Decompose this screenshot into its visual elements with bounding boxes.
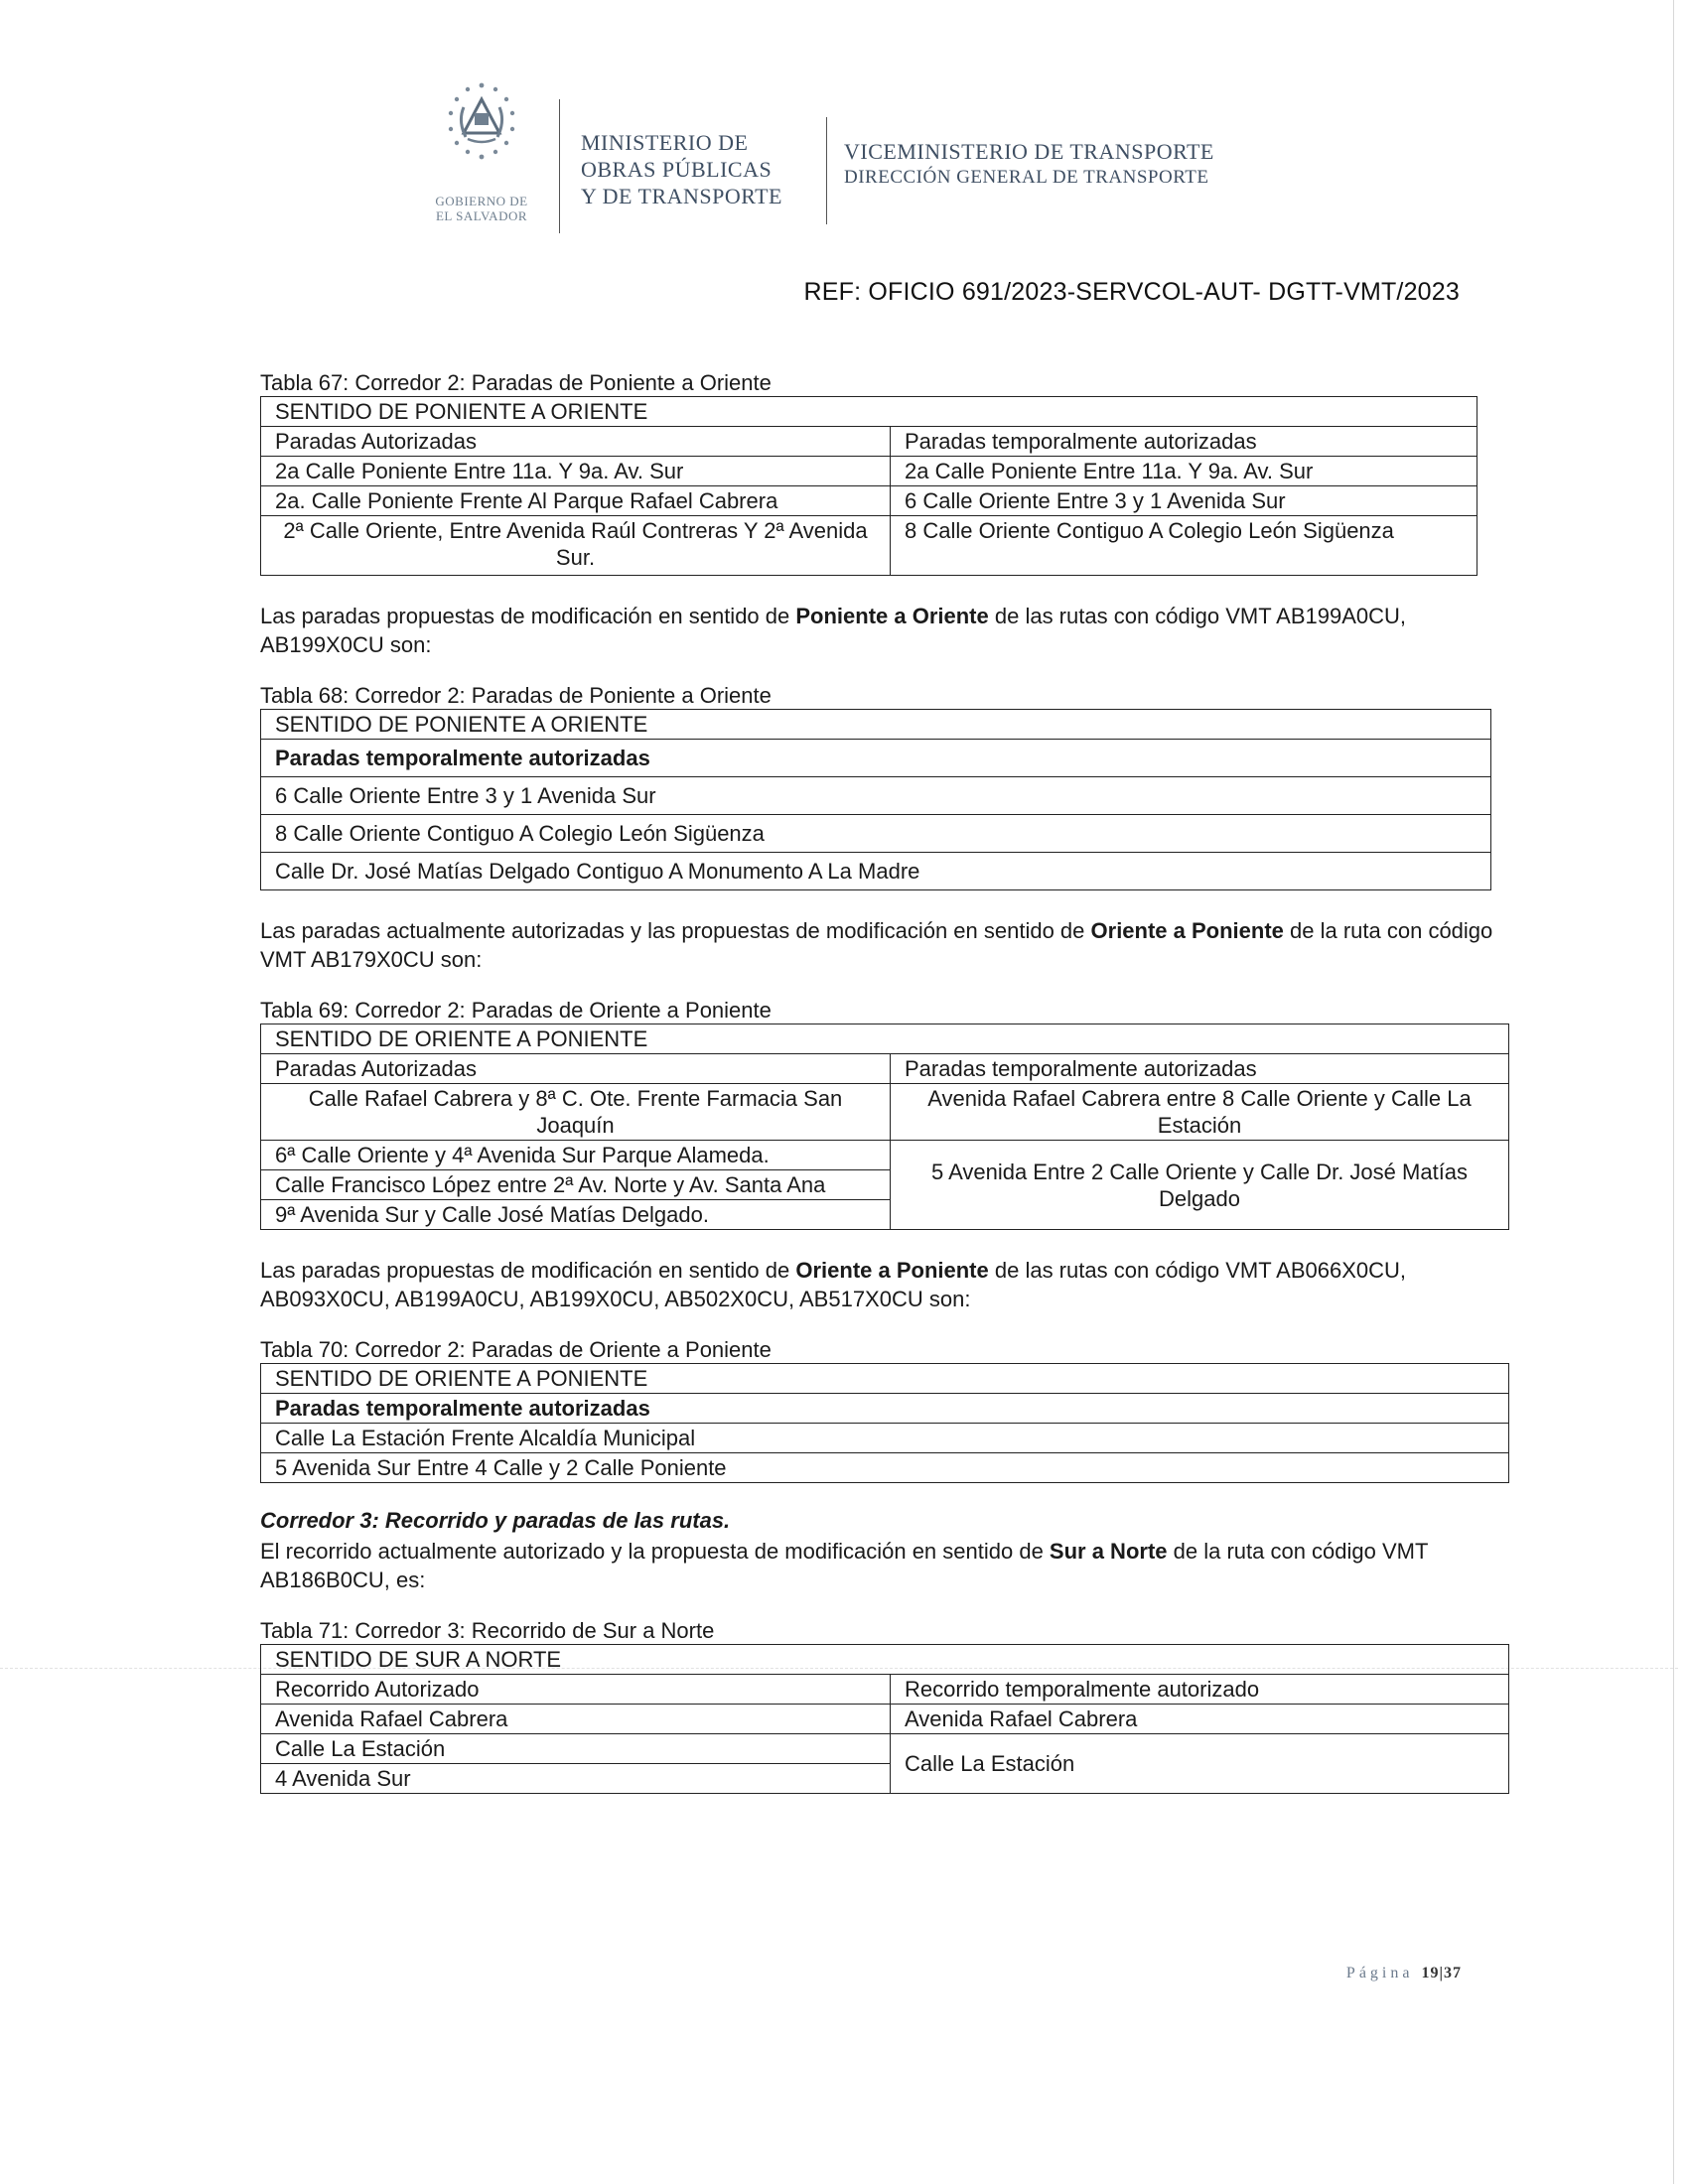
- table-cell: 9ª Avenida Sur y Calle José Matías Delgado.: [261, 1200, 891, 1230]
- ministry-line-2: OBRAS PÚBLICAS: [581, 157, 773, 182]
- table-69: [260, 1024, 1509, 1230]
- page-total: 37: [1444, 1965, 1462, 1981]
- table-cell: 6 Calle Oriente Entre 3 y 1 Avenida Sur: [261, 777, 1491, 815]
- table-header: SENTIDO DE ORIENTE A PONIENTE: [261, 1364, 1509, 1394]
- paragraph: [260, 602, 1511, 659]
- table-cell: Calle Francisco López entre 2ª Av. Norte y Av. Santa Ana: [261, 1170, 891, 1200]
- table-69-caption: Tabla 69: Corredor 2: Paradas de Oriente a Poniente: [260, 998, 772, 1023]
- header-divider-2: [826, 117, 827, 224]
- table-cell: 5 Avenida Sur Entre 4 Calle y 2 Calle Poniente: [261, 1453, 1509, 1483]
- page-number: Página 19|37: [1345, 1965, 1462, 1981]
- page-label: Página: [1345, 1965, 1414, 1981]
- page-edge: [1673, 0, 1674, 2184]
- bold-text: Poniente a Oriente: [795, 604, 989, 628]
- vice-line-2: DIRECCIÓN GENERAL DE TRANSPORTE: [844, 167, 1209, 188]
- ministry-name: [581, 129, 782, 209]
- table-67-caption: Tabla 67: Corredor 2: Paradas de Poniente a Oriente: [260, 370, 772, 395]
- letterhead: [417, 77, 1311, 241]
- government-name: [417, 194, 546, 223]
- page-current: 19: [1421, 1965, 1440, 1981]
- ministry-line-3: Y DE TRANSPORTE: [581, 184, 782, 208]
- column-header: Paradas temporalmente autorizadas: [891, 1054, 1509, 1084]
- text-run: El recorrido actualmente autorizado y la propuesta de modificación en sentido de: [260, 1539, 1050, 1564]
- vice-line-1: VICEMINISTERIO DE TRANSPORTE: [844, 139, 1214, 164]
- table-cell: Avenida Rafael Cabrera: [891, 1705, 1509, 1734]
- table-cell: Avenida Rafael Cabrera entre 8 Calle Oriente y Calle La Estación: [891, 1084, 1509, 1141]
- table-cell: 8 Calle Oriente Contiguo A Colegio León Sigüenza: [891, 516, 1477, 576]
- table-67: [260, 396, 1477, 576]
- table-header: SENTIDO DE ORIENTE A PONIENTE: [261, 1024, 1509, 1054]
- column-header: Paradas Autorizadas: [261, 1054, 891, 1084]
- bold-text: Oriente a Poniente: [1090, 918, 1284, 943]
- ministry-line-1: MINISTERIO DE: [581, 130, 749, 155]
- text-run: Las paradas actualmente autorizadas y las propuestas de modificación en sentido de: [260, 918, 1091, 943]
- gov-line-1: GOBIERNO DE: [435, 194, 528, 208]
- table-cell: 4 Avenida Sur: [261, 1764, 891, 1794]
- section-title: Corredor 3: Recorrido y paradas de las rutas.: [260, 1508, 731, 1533]
- table-cell: Calle Dr. José Matías Delgado Contiguo A Monumento A La Madre: [261, 853, 1491, 890]
- paragraph: [260, 916, 1511, 974]
- table-cell: 5 Avenida Entre 2 Calle Oriente y Calle Dr. José Matías Delgado: [891, 1141, 1509, 1230]
- table-cell: Calle La Estación: [891, 1734, 1509, 1794]
- reference-number: REF: OFICIO 691/2023-SERVCOL-AUT- DGTT-VMT/2023: [803, 278, 1460, 306]
- column-header: Paradas temporalmente autorizadas: [261, 740, 1491, 777]
- table-cell: Calle La Estación Frente Alcaldía Municipal: [261, 1424, 1509, 1453]
- text-run: de las rutas con código VMT AB199A0CU, AB199X0CU son:: [260, 604, 1407, 657]
- document-body: [260, 370, 1511, 1794]
- paragraph: [260, 1256, 1511, 1313]
- gov-line-2: EL SALVADOR: [435, 208, 528, 223]
- government-seal: [417, 77, 546, 236]
- coat-of-arms-icon: [442, 77, 521, 192]
- text-run: de las rutas con código VMT AB066X0CU, AB093X0CU, AB199A0CU, AB199X0CU, AB502X0CU, AB517X0CU son:: [260, 1258, 1407, 1311]
- table-cell: 6 Calle Oriente Entre 3 y 1 Avenida Sur: [891, 486, 1477, 516]
- header-divider: [559, 99, 560, 233]
- table-header: SENTIDO DE SUR A NORTE: [261, 1645, 1509, 1675]
- text-run: de la ruta con código VMT AB179X0CU son:: [260, 918, 1493, 972]
- text-run: Las paradas propuestas de modificación en sentido de: [260, 1258, 796, 1283]
- column-header: Paradas temporalmente autorizadas: [261, 1394, 1509, 1424]
- table-71: [260, 1644, 1509, 1794]
- table-header: SENTIDO DE PONIENTE A ORIENTE: [261, 710, 1491, 740]
- text-run: de la ruta con código VMT AB186B0CU, es:: [260, 1539, 1429, 1592]
- column-header: Paradas temporalmente autorizadas: [891, 427, 1477, 457]
- text-run: Las paradas propuestas de modificación en sentido de: [260, 604, 796, 628]
- table-header: SENTIDO DE PONIENTE A ORIENTE: [261, 397, 1477, 427]
- table-68-caption: Tabla 68: Corredor 2: Paradas de Poniente a Oriente: [260, 683, 772, 708]
- table-68: [260, 709, 1491, 890]
- table-cell: 2a Calle Poniente Entre 11a. Y 9a. Av. Sur: [891, 457, 1477, 486]
- column-header: Paradas Autorizadas: [261, 427, 891, 457]
- table-cell: 2a Calle Poniente Entre 11a. Y 9a. Av. Sur: [261, 457, 891, 486]
- paragraph: [260, 1537, 1511, 1594]
- vice-ministry-name: [844, 139, 1214, 191]
- bold-text: Sur a Norte: [1049, 1539, 1168, 1564]
- table-cell: 2ª Calle Oriente, Entre Avenida Raúl Contreras Y 2ª Avenida Sur.: [261, 516, 891, 576]
- table-cell: Avenida Rafael Cabrera: [261, 1705, 891, 1734]
- table-cell: 8 Calle Oriente Contiguo A Colegio León Sigüenza: [261, 815, 1491, 853]
- table-cell: 2a. Calle Poniente Frente Al Parque Rafael Cabrera: [261, 486, 891, 516]
- table-70: [260, 1363, 1509, 1483]
- table-cell: Calle Rafael Cabrera y 8ª C. Ote. Frente Farmacia San Joaquín: [261, 1084, 891, 1141]
- table-71-caption: Tabla 71: Corredor 3: Recorrido de Sur a Norte: [260, 1618, 715, 1643]
- column-header: Recorrido Autorizado: [261, 1675, 891, 1705]
- column-header: Recorrido temporalmente autorizado: [891, 1675, 1509, 1705]
- table-cell: 6ª Calle Oriente y 4ª Avenida Sur Parque Alameda.: [261, 1141, 891, 1170]
- table-70-caption: Tabla 70: Corredor 2: Paradas de Oriente a Poniente: [260, 1337, 772, 1362]
- table-cell: Calle La Estación: [261, 1734, 891, 1764]
- bold-text: Oriente a Poniente: [795, 1258, 989, 1283]
